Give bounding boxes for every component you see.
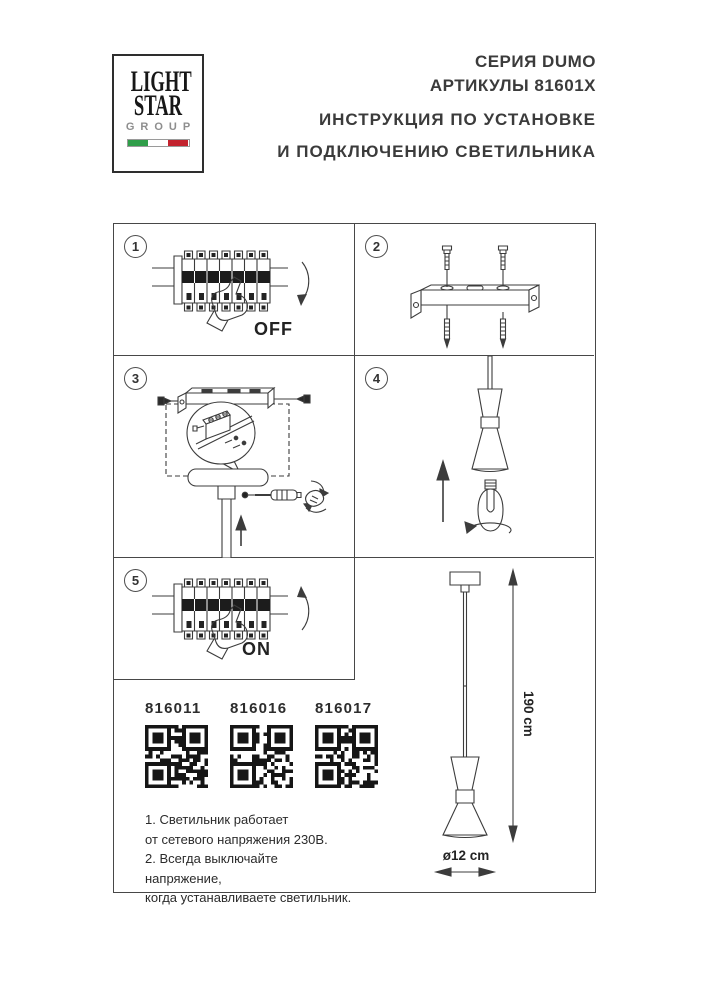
note-line: когда устанавливаете светильник. [145, 890, 352, 905]
diameter-dimension-label: ø12 cm [442, 848, 490, 863]
italian-flag-bar [127, 139, 190, 147]
qr-code-816011 [145, 725, 208, 788]
circuit-breaker-off-drawing [150, 250, 320, 338]
safety-notes [145, 810, 355, 908]
flag-red-segment [168, 140, 188, 146]
logo-word-group: GROUP [125, 121, 197, 133]
instruction-title-line2: И ПОДКЛЮЧЕНИЮ СВЕТИЛЬНИКА [277, 142, 596, 161]
height-dimension-label: 190 cm [521, 691, 536, 737]
step-3-panel [114, 356, 355, 558]
breaker-off-label: OFF [254, 319, 293, 339]
note-line: 2. Всегда выключайте напряжение, [145, 851, 278, 886]
article-code-1: 816011 [145, 700, 202, 717]
logo-word-light: LIGHT [130, 65, 192, 98]
step-1-number-badge: 1 [124, 235, 147, 258]
breaker-on-label: ON [242, 639, 271, 659]
article-qr-section [114, 680, 373, 905]
circuit-breaker-on-drawing [150, 578, 320, 666]
instruction-title-line1: ИНСТРУКЦИЯ ПО УСТАНОВКЕ [318, 110, 596, 129]
flag-green-segment [128, 140, 148, 146]
turn-on-arrow-icon [297, 586, 309, 630]
ceiling-mount-wiring-drawing [114, 356, 355, 558]
article-code-2: 816016 [230, 700, 288, 717]
pendant-lamp-dimension-drawing [355, 558, 594, 891]
step-5-panel [114, 558, 355, 680]
note-line: 1. Светильник работает [145, 812, 289, 827]
note-line: от сетевого напряжения 230В. [145, 831, 328, 847]
pendant-dimensions-section [355, 558, 594, 891]
turn-off-arrow-icon [297, 262, 309, 306]
articles-title: АРТИКУЛЫ 81601X [429, 76, 596, 95]
shade-and-bulb-drawing [355, 356, 594, 558]
step-3-number-badge: 3 [124, 367, 147, 390]
logo-word-star: STAR [133, 89, 183, 122]
series-title: СЕРИЯ DUMO [474, 52, 596, 71]
step-4-number-badge: 4 [365, 367, 388, 390]
step-4-panel [355, 356, 594, 558]
qr-code-816016 [230, 725, 293, 788]
header-titles [277, 50, 596, 162]
lightstar-logo [112, 54, 204, 173]
step-5-number-badge: 5 [124, 569, 147, 592]
flag-white-segment [148, 140, 168, 146]
step-2-panel [355, 224, 594, 356]
step-2-number-badge: 2 [365, 235, 388, 258]
article-code-3: 816017 [315, 700, 373, 717]
step-1-panel [114, 224, 355, 356]
instruction-steps-grid [113, 223, 596, 905]
bracket-and-screws-drawing [355, 224, 594, 354]
